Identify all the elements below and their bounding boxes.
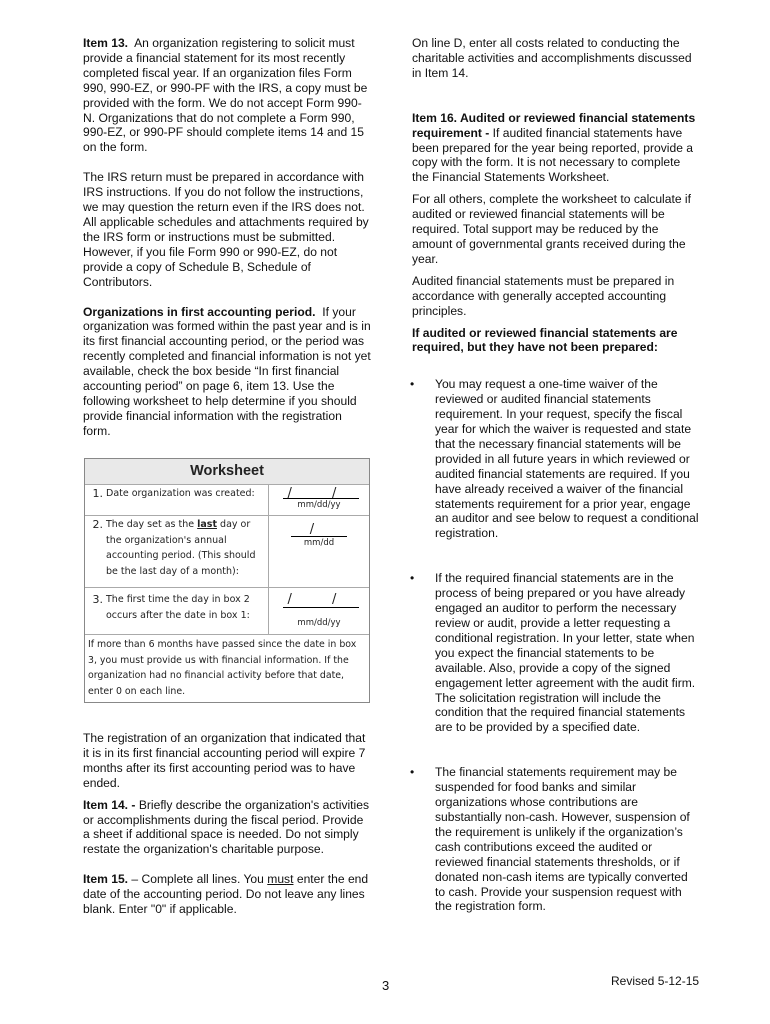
row-label: The first time the day in box 2 occurs after the date in box 1: xyxy=(106,594,250,621)
bullet-waiver: • You may request a one-time waiver of the reviewed or audited financial statements requirement. In your request, specify the fiscal year for which the waiver is requested and state that the necessary financial statements will be provided in all future years in which reviewed or audited financial statements are required. If you have already received a waiver of the financial statements requirement for a prior year, engage an auditor and see below to request a conditional registration. xyxy=(412,377,700,541)
period-end-field[interactable] xyxy=(268,516,369,587)
item16-paragraph xyxy=(412,111,700,186)
worksheet-row-3 xyxy=(85,588,369,635)
worksheet-note: If more than 6 months have passed since the date in box 3, you must provide us with financial information. If the organization had no financial activity before that date, enter 0 on each line. xyxy=(88,639,357,697)
must-underlined: must xyxy=(267,872,294,887)
date-slashes: / xyxy=(309,522,333,537)
item16-heading: Item 16. Audited or reviewed financial statements requirement - xyxy=(412,110,696,140)
row-number: 2. xyxy=(92,518,103,531)
first-occurrence-field[interactable] xyxy=(268,588,369,634)
requirement-bullet-list xyxy=(412,377,700,914)
date-slashes: / / xyxy=(287,486,355,501)
worksheet-title: Worksheet xyxy=(85,459,369,485)
item16-text: If audited financial statements have been prepared for the year being reported, provide a copy with the form. It is not necessary to complete the Financial Statements Worksheet. xyxy=(412,125,694,185)
date-format-label: mm/dd/yy xyxy=(297,500,341,510)
bullet-conditional: • If the required financial statements are in the process of being prepared or you have already engaged an auditor to perform the necessary review or audit, provide a letter requesting a conditional registration. In your letter, state when you expect the financial statements to be available. Also, provide a copy of the signed engagement letter agreement with the audit firm. The solicitation registration will include the condition that the required financial statements are to be provided by a specified date. xyxy=(412,571,700,735)
worksheet-row-2 xyxy=(85,516,369,588)
irs-paragraph: The IRS return must be prepared in accordance with IRS instructions. If you do not follow the instructions, we may question the return even if the IRS does not. All applicable schedules and attachments required by the IRS form or instructions must be submitted. However, if you file Form 990 or 990-EZ, do not provide a copy of Schedule B, Schedule of Contributors. xyxy=(83,170,369,289)
page-number: 3 xyxy=(382,978,390,993)
others-paragraph: For all others, complete the worksheet to calculate if audited or reviewed financial statements will be required. Total support may be reduced by the amount of governmental grants received during the year. xyxy=(412,192,691,266)
right-column xyxy=(412,36,700,914)
first-period-heading: Organizations in first accounting period. xyxy=(83,304,316,319)
row-number: 1. xyxy=(92,487,103,500)
item13-text: An organization registering to solicit must provide a financial statement for its most recently completed fiscal year. If an organization files Form 990, 990-EZ, or 990-PF with the IRS, a copy must be provided with the form. We do not accept Form 990-N. Organizations that do not complete a Form 990, 990-EZ, or 990-PF should complete items 14 and 15 on the form. xyxy=(83,36,368,155)
revised-date: Revised 5-12-15 xyxy=(611,974,700,988)
left-column xyxy=(83,36,371,439)
date-format-label: mm/dd xyxy=(303,538,335,548)
registration-paragraph: The registration of an organization that indicated that it is in its first financial accounting period will expire 7 months after its first accounting period was to have ended. xyxy=(83,731,366,790)
worksheet-table xyxy=(84,458,370,703)
item14-paragraph xyxy=(83,798,371,858)
date-created-field[interactable] xyxy=(268,485,369,515)
gaap-paragraph: Audited financial statements must be prepared in accordance with generally accepted accounting principles. xyxy=(412,273,675,318)
item14-heading: Item 14. - xyxy=(83,797,136,812)
not-prepared-heading: If audited or reviewed financial statements are required, but they have not been prepared: xyxy=(412,325,678,355)
item15-heading: Item 15. xyxy=(83,872,129,887)
first-period-text: If your organization was formed within the past year and is in its first financial accounting period, or the period was recently completed and financial information is not yet available, check the box beside “In first financial accounting period” on page 6, item 13. Use the following worksheet to help determine if you should provide financial information with the registration form. xyxy=(83,304,371,438)
first-period-paragraph xyxy=(83,305,371,439)
worksheet-row-1 xyxy=(85,485,369,516)
item13-paragraph xyxy=(83,36,371,155)
item15-paragraph: Item 15. – Complete all lines. You must enter the end date of the accounting period. Do not leave any lines blank. Enter "0" if applicable. xyxy=(83,872,369,917)
date-slashes: / / xyxy=(287,592,355,607)
item14-text: Briefly describe the organization's activities or accomplishments during the fiscal period. Provide a sheet if additional space is needed. Do not simply restate the organization's charitable purpose. xyxy=(83,797,369,857)
row-label: The day set as the last day or the organization's annual accounting period. (This should be the last day of a month): xyxy=(106,519,256,577)
date-format-label: mm/dd/yy xyxy=(297,618,341,628)
item13-heading: Item 13. xyxy=(83,36,129,50)
left-bottom xyxy=(83,731,371,917)
line-d-paragraph: On line D, enter all costs related to conducting the charitable activities and accomplishments discussed in Item 14. xyxy=(412,36,692,80)
row-number: 3. xyxy=(92,593,103,606)
row-label: Date organization was created: xyxy=(106,488,255,499)
bullet-suspension: • The financial statements requirement may be suspended for food banks and similar organizations whose contributions are substantially non-cash. However, suspension of the requirement is unlikely if the organization’s cash contributions exceed the audited or reviewed financial statements thresholds, or if donated non-cash items are typically converted to cash. Provide your suspension request with the registration form. xyxy=(412,765,700,914)
